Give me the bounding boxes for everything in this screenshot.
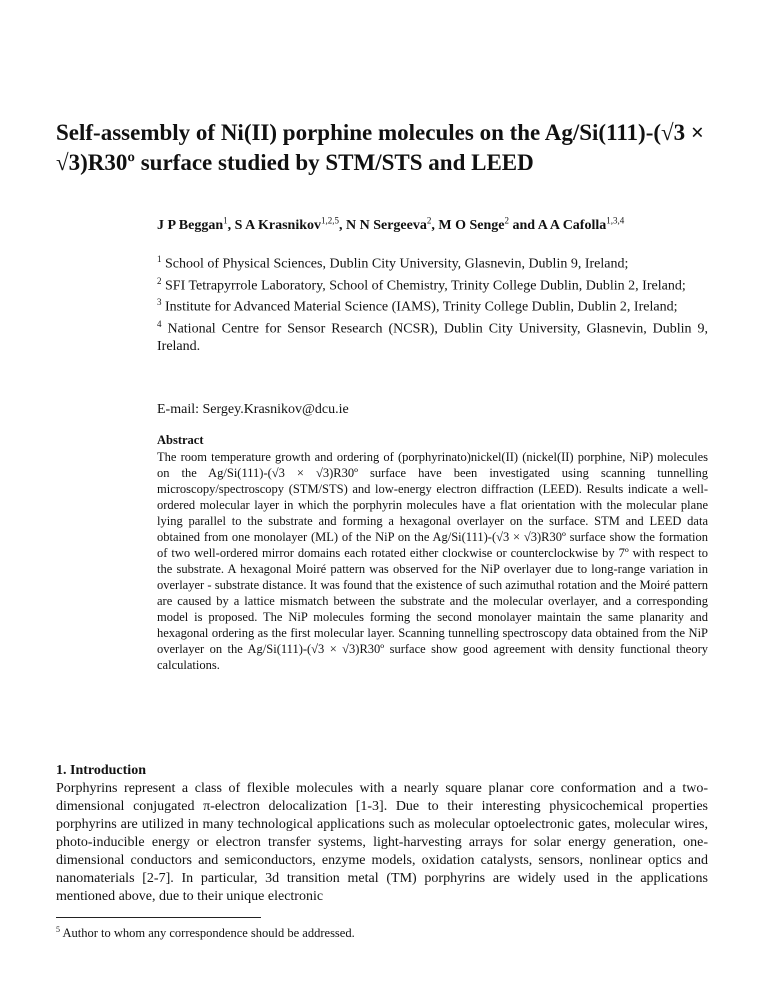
author: N N Sergeeva$^2$, [346,215,439,233]
affiliation: $^1$ School of Physical Sciences, Dublin City University, Glasnevin, Dublin 9, Ireland; [157,254,629,272]
affiliation: $^4$ National Centre for Sensor Research (NCSR), Dublin City University, Glasnevin, Dublin 9, Ireland. [157,318,709,354]
affiliation: $^2$ SFI Tetrapyrrole Laboratory, School of Chemistry, Trinity College Dublin, Dublin 2, Ireland; [157,275,686,294]
author: J P Beggan$^1$, [157,215,235,233]
intro-paragraph: Porphyrins represent a class of flexible molecules with a nearly square planar core conformation and a two-dimensional conjugated π-electron delocalization [1-3]. Due to their interesting physicochemical properties porphyrins are utilized in many technological applications such as molecular optoelectronic gates, molecular wires, photo-inducible energy or electron transfer systems, light-harvesting arrays for solar energy generation, one-dimensional conductors and semiconductors, enzyme models, oxidation catalysts, sensors, nonlinear optics and nanomaterials [2-7]. In particular, 3d transition metal (TM) porphyrins are widely used in the applications mentioned above, due to their unique electronic [56,781,708,904]
author: S A Krasnikov$^{1,2,5}$, [234,215,346,233]
footnote-divider [56,917,261,918]
author: M O Senge$^2$ and [438,215,538,233]
author-list [157,211,717,235]
paper-title: Self-assembly of Ni(II) porphine molecules on the Ag/Si(111)-(√3 × √3)R30º surface studied by STM/STS and LEED [56,120,705,175]
footnote: $^5$ Author to whom any correspondence should be addressed. [56,925,355,941]
author: A A Cafolla$^{1,3,4}$ [537,215,625,233]
section-heading: 1. Introduction [56,763,146,778]
abstract-heading: Abstract [157,433,204,447]
affiliation: $^3$ Institute for Advanced Material Science (IAMS), Trinity College Dublin, Dublin 2, Ireland; [157,297,678,315]
abstract-text: The room temperature growth and ordering of (porphyrinato)nickel(II) (nickel(II) porphine, NiP) molecules on the Ag/Si(111)-(√3 × √3)R30º surface have been investigated using scanning tunnelling microscopy/spectroscopy (STM/STS) and low-energy electron diffraction (LEED). Results indicate a well-ordered molecular layer in which the porphyrin molecules have a flat orientation with the molecular plane lying parallel to the substrate and forming a hexagonal overlayer on the surface. STM and LEED data obtained from one monolayer (ML) of the NiP on the Ag/Si(111)-(√3 × √3)R30º surface show the formation of two well-ordered mirror domains each rotated either clockwise or counterclockwise by 7º with respect to the substrate. A hexagonal Moiré pattern was observed for the NiP overlayer due to long-range variation in overlayer - substrate distance. It was found that the existence of such azimuthal rotation and the Moiré pattern are caused by a lattice mismatch between the substrate and the molecular overlayer, and a corresponding model is proposed. The NiP molecules forming the second monolayer maintain the same planarity and hexagonal ordering as the first molecular layer. Scanning tunnelling spectroscopy data obtained from the NiP overlayer on the Ag/Si(111)-(√3 × √3)R30º surface show good agreement with density functional theory calculations. [157,450,708,672]
affiliation-list [157,251,708,355]
corresponding-email: E-mail: Sergey.Krasnikov@dcu.ie [157,402,349,417]
